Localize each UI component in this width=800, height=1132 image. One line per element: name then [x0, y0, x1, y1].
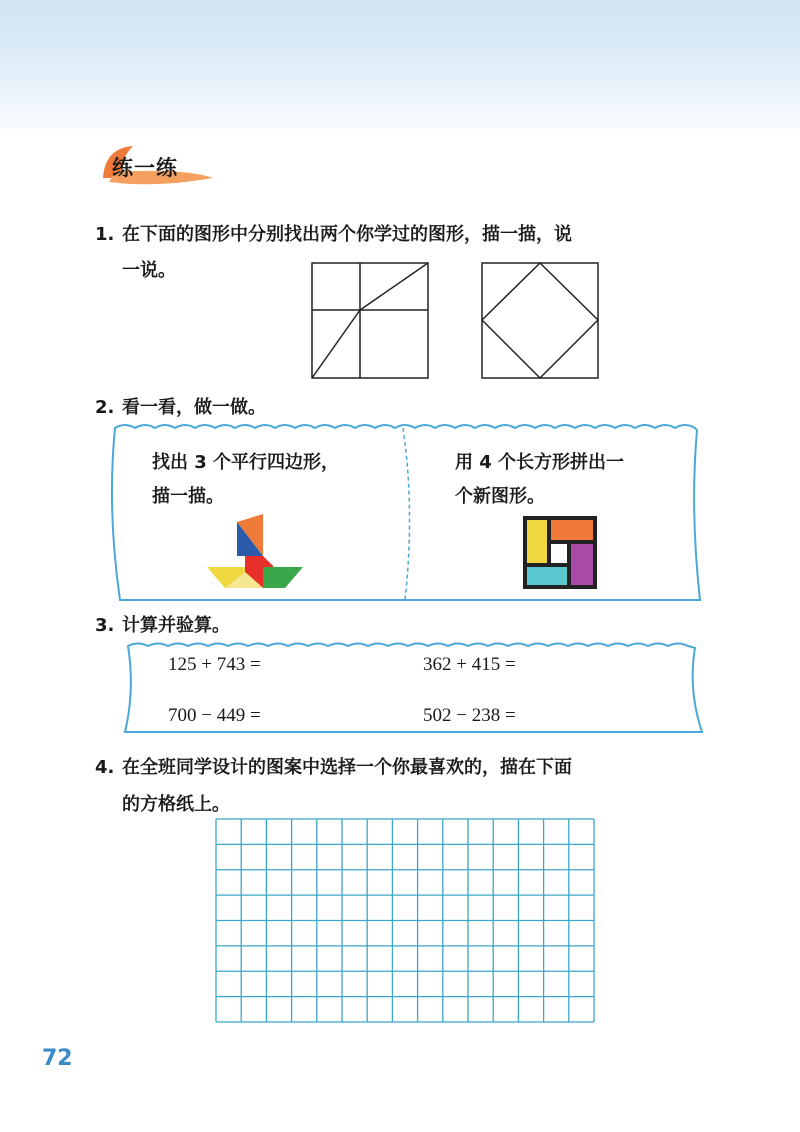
q1-line1: 在下面的图形中分别找出两个你学过的图形，描一描，说 — [122, 224, 572, 245]
q4-line1: 在全班同学设计的图案中选择一个你最喜欢的，描在下面 — [122, 757, 572, 778]
calc-3: 700 − 449 = — [168, 705, 261, 726]
grid-paper — [215, 818, 595, 1023]
q2-right-line2: 个新图形。 — [455, 486, 545, 507]
q3-number: 3. — [95, 615, 115, 636]
q1-line2: 一说。 — [122, 260, 176, 281]
figure-square-lines — [310, 262, 430, 380]
calc-4: 502 − 238 = — [423, 705, 516, 726]
page-number: 72 — [42, 1046, 73, 1071]
calc-1: 125 + 743 = — [168, 654, 261, 675]
tangram-boat — [205, 512, 305, 592]
q2-right-line1: 用 4 个长方形拼出一 — [455, 452, 625, 473]
q2-left-line2: 描一描。 — [152, 486, 224, 507]
calc-2: 362 + 415 = — [423, 654, 516, 675]
page-header-band — [0, 0, 800, 140]
q4-line2: 的方格纸上。 — [122, 794, 230, 815]
q1-number: 1. — [95, 224, 115, 245]
q2-panel-frame — [105, 420, 705, 605]
rectangle-composition — [522, 515, 598, 590]
q2-text: 看一看，做一做。 — [122, 397, 266, 418]
q2-left-line1: 找出 3 个平行四边形， — [152, 452, 340, 473]
q3-text: 计算并验算。 — [122, 615, 230, 636]
q4-number: 4. — [95, 757, 115, 778]
figure-square-diamond — [480, 262, 600, 380]
q2-number: 2. — [95, 397, 115, 418]
section-title: 练一练 — [112, 156, 178, 180]
